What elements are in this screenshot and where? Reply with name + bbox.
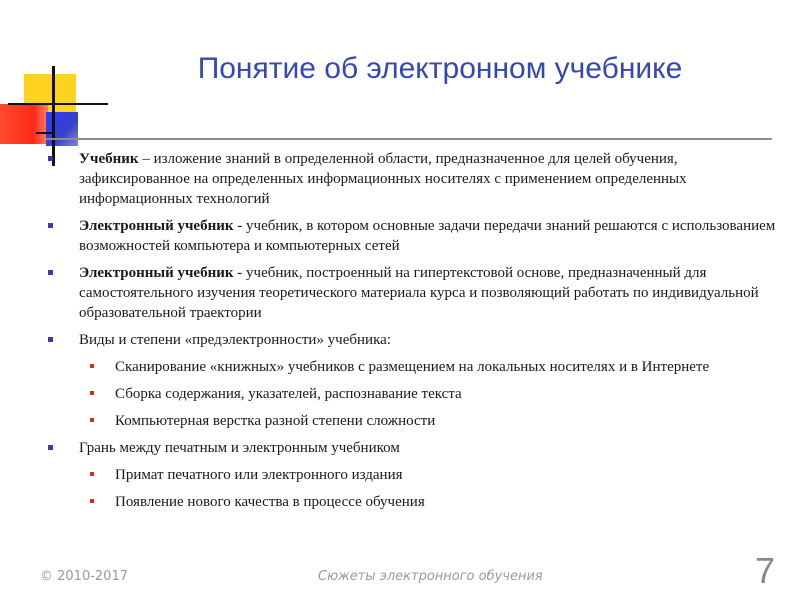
bullet-term: Электронный учебник (79, 265, 234, 281)
bullet-item (48, 263, 778, 323)
bullet-list (48, 149, 778, 519)
bullet-text: Появление нового качества в процессе обучения (115, 494, 425, 510)
logo-horizontal-line (8, 103, 108, 105)
bullet-text: Компьютерная верстка разной степени сложности (115, 413, 436, 429)
square-bullet-icon (48, 270, 53, 275)
bullet-item (48, 330, 778, 350)
small-square-bullet-icon (90, 364, 94, 368)
small-square-bullet-icon (90, 418, 94, 422)
sub-bullet-item (48, 492, 778, 512)
bullet-item (48, 438, 778, 458)
square-bullet-icon (48, 337, 53, 342)
footer-caption: Сюжеты электронного обучения (318, 569, 543, 584)
footer-copyright: © 2010-2017 (40, 569, 128, 584)
bullet-text: – изложение знаний в определенной области, предназначенное для целей обучения, зафиксированное на определенных информационных носителях с применением определенных информационных технологий (79, 151, 687, 207)
logo-blue-square (46, 112, 78, 146)
bullet-text: - учебник, в котором основные задачи передачи знаний решаются с использованием возможностей компьютера и компьютерных сетей (79, 218, 776, 254)
bullet-term: Учебник (79, 151, 139, 167)
small-square-bullet-icon (90, 472, 94, 476)
small-square-bullet-icon (90, 391, 94, 395)
bullet-term: Электронный учебник (79, 218, 234, 234)
sub-bullet-item (48, 411, 778, 431)
title-divider (46, 138, 772, 140)
sub-bullet-item (48, 465, 778, 485)
logo-short-line (36, 132, 52, 134)
bullet-text: Сканирование «книжных» учебников с размещением на локальных носителях и в Интернете (115, 359, 710, 375)
bullet-text: Виды и степени «предэлектронности» учебника: (79, 332, 391, 348)
square-bullet-icon (48, 223, 53, 228)
bullet-text: Сборка содержания, указателей, распознавание текста (115, 386, 462, 402)
square-bullet-icon (48, 156, 53, 161)
bullet-item (48, 149, 778, 209)
bullet-text: Примат печатного или электронного издания (115, 467, 403, 483)
bullet-item (48, 216, 778, 256)
slide-title: Понятие об электронном учебнике (197, 52, 683, 85)
small-square-bullet-icon (90, 499, 94, 503)
bullet-text: - учебник, построенный на гипертекстовой основе, предназначенный для самостоятельного изучения теоретического материала курса и позволяющий работать по индивидуальной образовательной траектории (79, 265, 759, 321)
slide-number: 7 (755, 550, 776, 591)
logo-red-square (0, 104, 48, 144)
sub-bullet-item (48, 357, 778, 377)
sub-bullet-item (48, 384, 778, 404)
square-bullet-icon (48, 445, 53, 450)
bullet-text: Грань между печатным и электронным учебником (79, 440, 400, 456)
